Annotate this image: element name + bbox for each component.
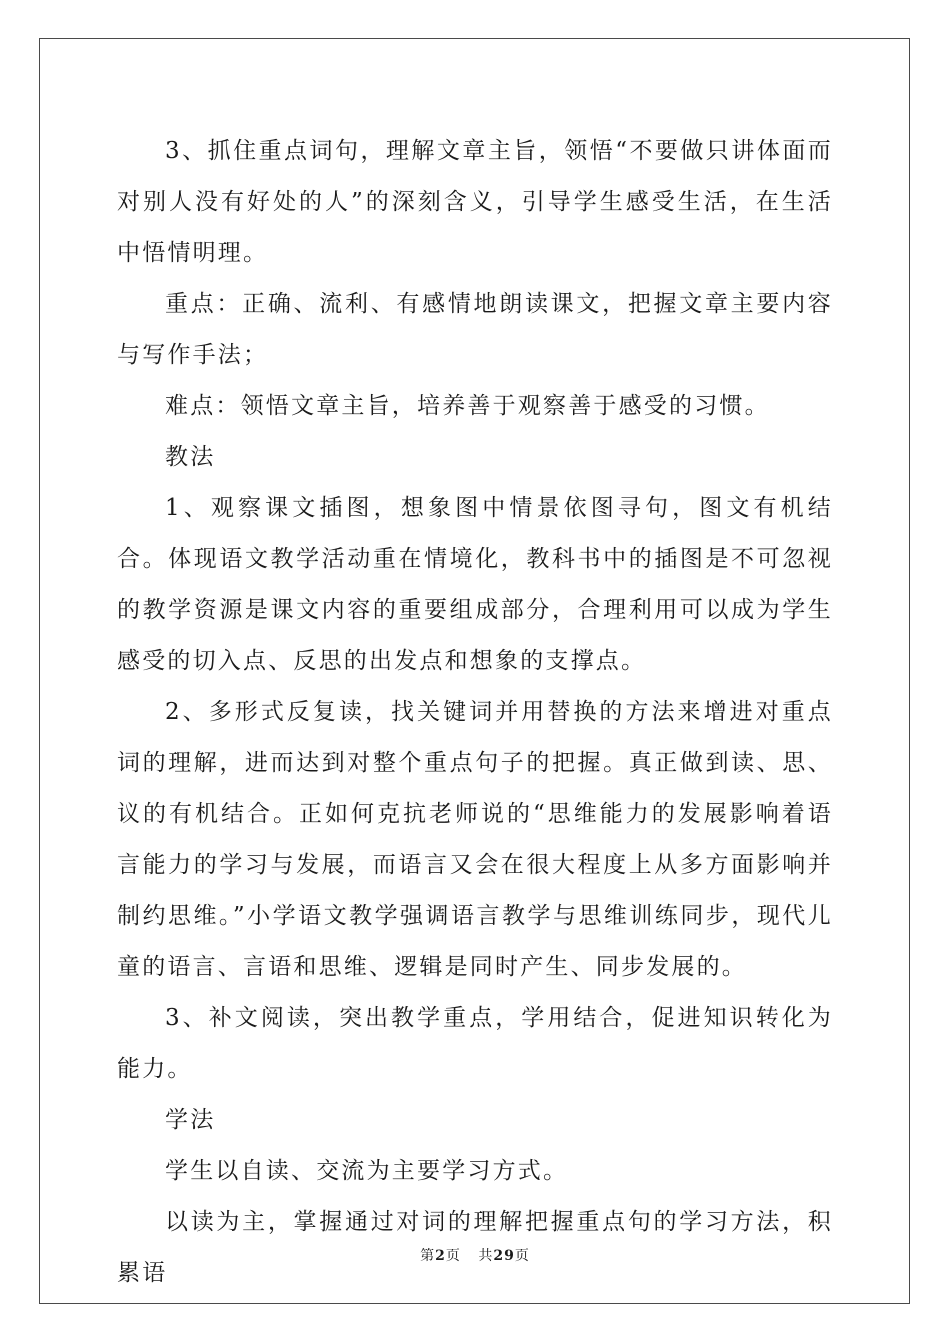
paragraph-learning-2: 以读为主，掌握通过对词的理解把握重点句的学习方法，积累语: [117, 1209, 833, 1286]
heading-teaching-method: 教法: [165, 444, 216, 470]
paragraph-key-points: 重点：正确、流利、有感情地朗读课文，把握文章主要内容与写作手法；: [117, 291, 833, 368]
paragraph-method-1: 1、观察课文插图，想象图中情景依图寻句，图文有机结合。体现语文教学活动重在情境化，教科书中的插图是不可忽视的教学资源是课文内容的重要组成部分，合理利用可以成为学生感受的切入点、反思的出发点和想象的支撑点。: [117, 495, 833, 674]
paragraph-goal-3: 3、抓住重点词句，理解文章主旨，领悟“不要做只讲体面而对别人没有好处的人”的深刻含义，引导学生感受生活，在生活中悟情明理。: [117, 138, 833, 266]
page-indicator: 第2页: [420, 1248, 461, 1264]
page-footer: [0, 1245, 950, 1265]
paragraph-method-2: 2、多形式反复读，找关键词并用替换的方法来增进对重点词的理解，进而达到对整个重点句子的把握。真正做到读、思、议的有机结合。正如何克抗老师说的“思维能力的发展影响着语言能力的学习与发展，而语言又会在很大程度上从多方面影响并制约思维。”小学语文教学强调语言教学与思维训练同步，现代儿童的语言、言语和思维、逻辑是同时产生、同步发展的。: [117, 699, 833, 980]
heading-learning-method: 学法: [165, 1107, 216, 1133]
paragraph-method-3: 3、补文阅读，突出教学重点，学用结合，促进知识转化为能力。: [117, 1005, 833, 1082]
total-pages-indicator: 共29页: [478, 1248, 530, 1264]
document-body: [117, 126, 833, 1299]
paragraph-learning-1: 学生以自读、交流为主要学习方式。: [165, 1158, 569, 1184]
paragraph-difficulties: 难点：领悟文章主旨，培养善于观察善于感受的习惯。: [165, 393, 770, 419]
